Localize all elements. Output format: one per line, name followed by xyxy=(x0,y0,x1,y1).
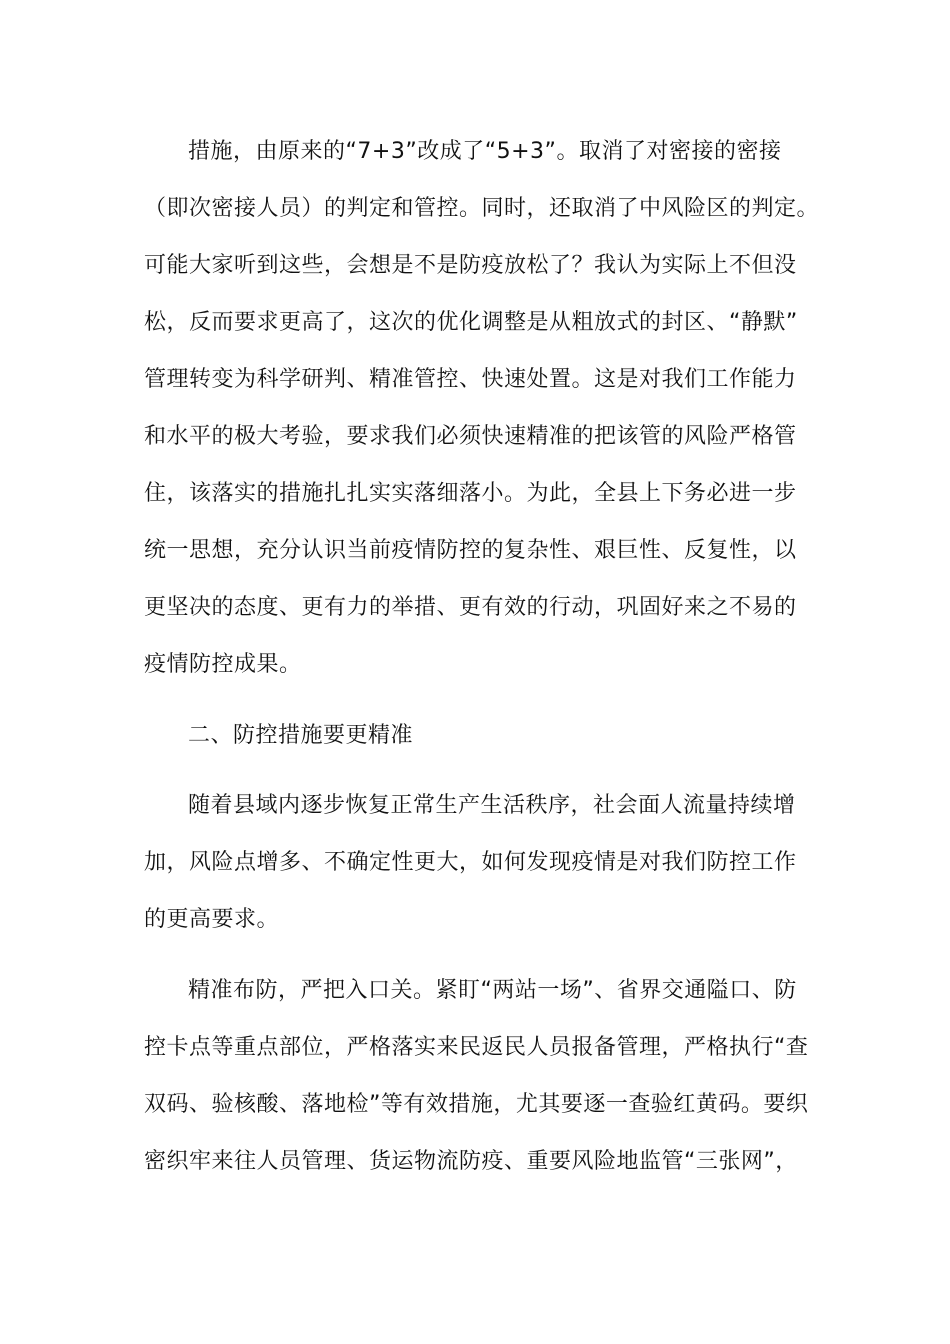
paragraph-1-line-4: 松，反而要求更高了，这次的优化调整是从粗放式的封区、“静默” xyxy=(144,310,798,335)
paragraph-1-line-9: 更坚决的态度、更有力的举措、更有效的行动，巩固好来之不易的 xyxy=(144,595,797,620)
paragraph-1-line-6: 和水平的极大考验，要求我们必须快速精准的把该管的风险严格管 xyxy=(144,424,797,449)
paragraph-1-line-7: 住，该落实的措施扎扎实实落细落小。为此，全县上下务必进一步 xyxy=(144,481,797,506)
paragraph-1-line-2: （即次密接人员）的判定和管控。同时，还取消了中风险区的判定。 xyxy=(144,196,820,221)
paragraph-1-line-3: 可能大家听到这些，会想是不是防疫放松了？我认为实际上不但没 xyxy=(144,253,797,278)
paragraph-2-line-1: 随着县域内逐步恢复正常生产生活秩序，社会面人流量持续增 xyxy=(188,793,796,818)
section-heading: 二、防控措施要更精准 xyxy=(188,723,414,748)
paragraph-1-line-1: 措施，由原来的“7+3”改成了“5+3”。取消了对密接的密接 xyxy=(188,139,782,164)
paragraph-3-line-1: 精准布防，严把入口关。紧盯“两站一场”、省界交通隘口、防 xyxy=(188,978,797,1003)
paragraph-1-line-8: 统一思想，充分认识当前疫情防控的复杂性、艰巨性、反复性，以 xyxy=(144,538,797,563)
paragraph-1-line-5: 管理转变为科学研判、精准管控、快速处置。这是对我们工作能力 xyxy=(144,367,797,392)
paragraph-1-line-10: 疫情防控成果。 xyxy=(144,652,302,677)
paragraph-3-line-2: 控卡点等重点部位，严格落实来民返民人员报备管理，严格执行“查 xyxy=(144,1035,809,1060)
paragraph-2-line-3: 的更高要求。 xyxy=(144,907,280,932)
paragraph-3-line-4: 密织牢来往人员管理、货运物流防疫、重要风险地监管“三张网”， xyxy=(144,1149,798,1174)
paragraph-3-line-3: 双码、验核酸、落地检”等有效措施，尤其要逐一查验红黄码。要织 xyxy=(144,1092,809,1117)
paragraph-2-line-2: 加，风险点增多、不确定性更大，如何发现疫情是对我们防控工作 xyxy=(144,850,797,875)
